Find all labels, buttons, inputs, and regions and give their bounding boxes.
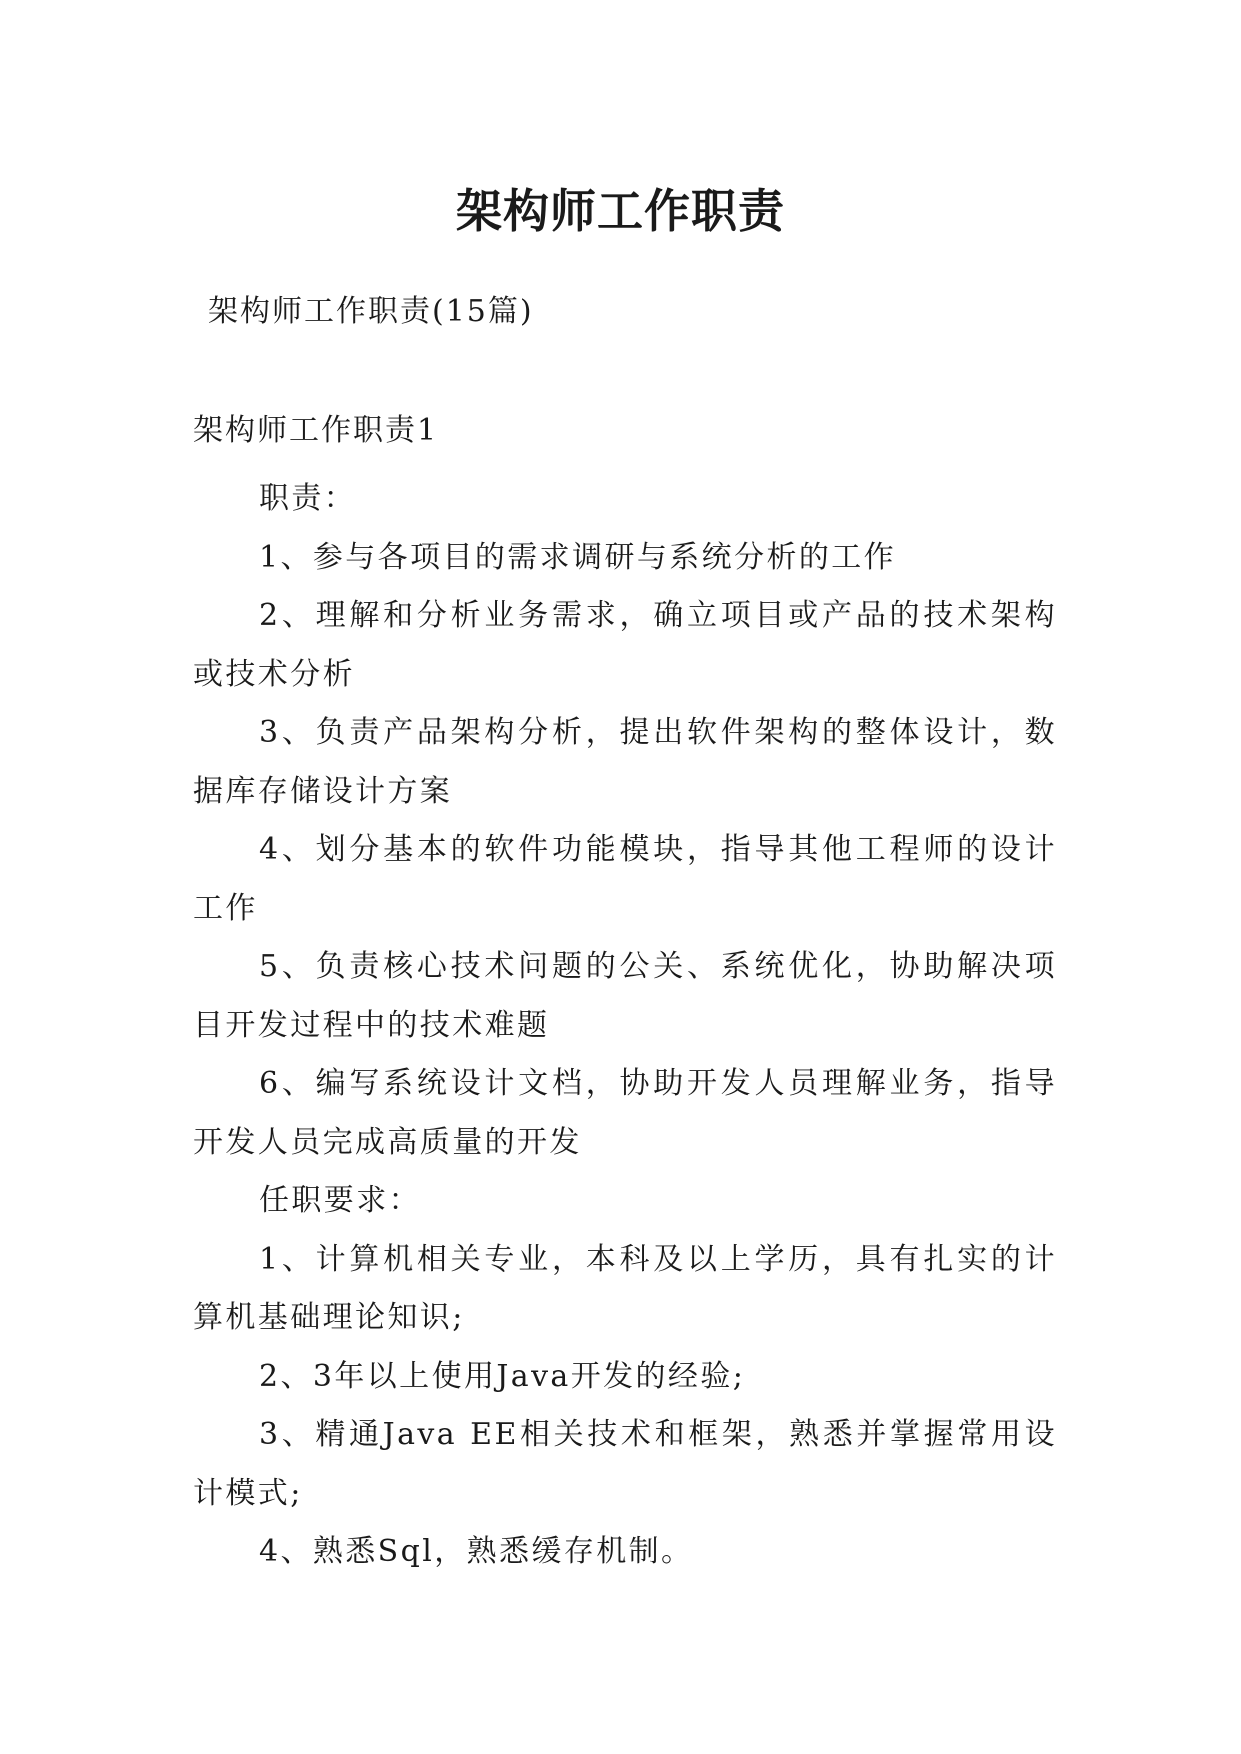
- paragraph-duties-label: 职责：: [259, 481, 357, 516]
- paragraph-duty-5: 5、负责核心技术问题的公关、系统优化，协助解决项目开发过程中的技术难题: [193, 949, 1057, 1043]
- paragraph-duty-1: 1、参与各项目的需求调研与系统分析的工作: [259, 539, 897, 575]
- document-title: 架构师工作职责: [456, 183, 785, 238]
- paragraph-requirement-2: 2、3年以上使用Java开发的经验;: [259, 1358, 746, 1394]
- paragraph-requirement-1: 1、计算机相关专业，本科及以上学历，具有扎实的计算机基础理论知识;: [193, 1241, 1057, 1335]
- paragraph-duty-4: 4、划分基本的软件功能模块，指导其他工程师的设计工作: [193, 832, 1057, 926]
- paragraph-duty-2: 2、理解和分析业务需求，确立项目或产品的技术架构或技术分析: [193, 598, 1057, 692]
- paragraph-requirement-3: 3、精通Java EE相关技术和框架，熟悉并掌握常用设计模式;: [193, 1417, 1057, 1511]
- document-subtitle: 架构师工作职责(15篇): [208, 294, 534, 329]
- paragraph-requirements-label: 任职要求：: [259, 1183, 421, 1218]
- section-body: [193, 470, 1057, 1582]
- paragraph-duty-3: 3、负责产品架构分析，提出软件架构的整体设计，数据库存储设计方案: [193, 715, 1057, 809]
- paragraph-requirement-4: 4、熟悉Sql，熟悉缓存机制。: [259, 1534, 694, 1569]
- section-heading: 架构师工作职责1: [193, 413, 439, 448]
- paragraph-duty-6: 6、编写系统设计文档，协助开发人员理解业务，指导开发人员完成高质量的开发: [193, 1066, 1057, 1160]
